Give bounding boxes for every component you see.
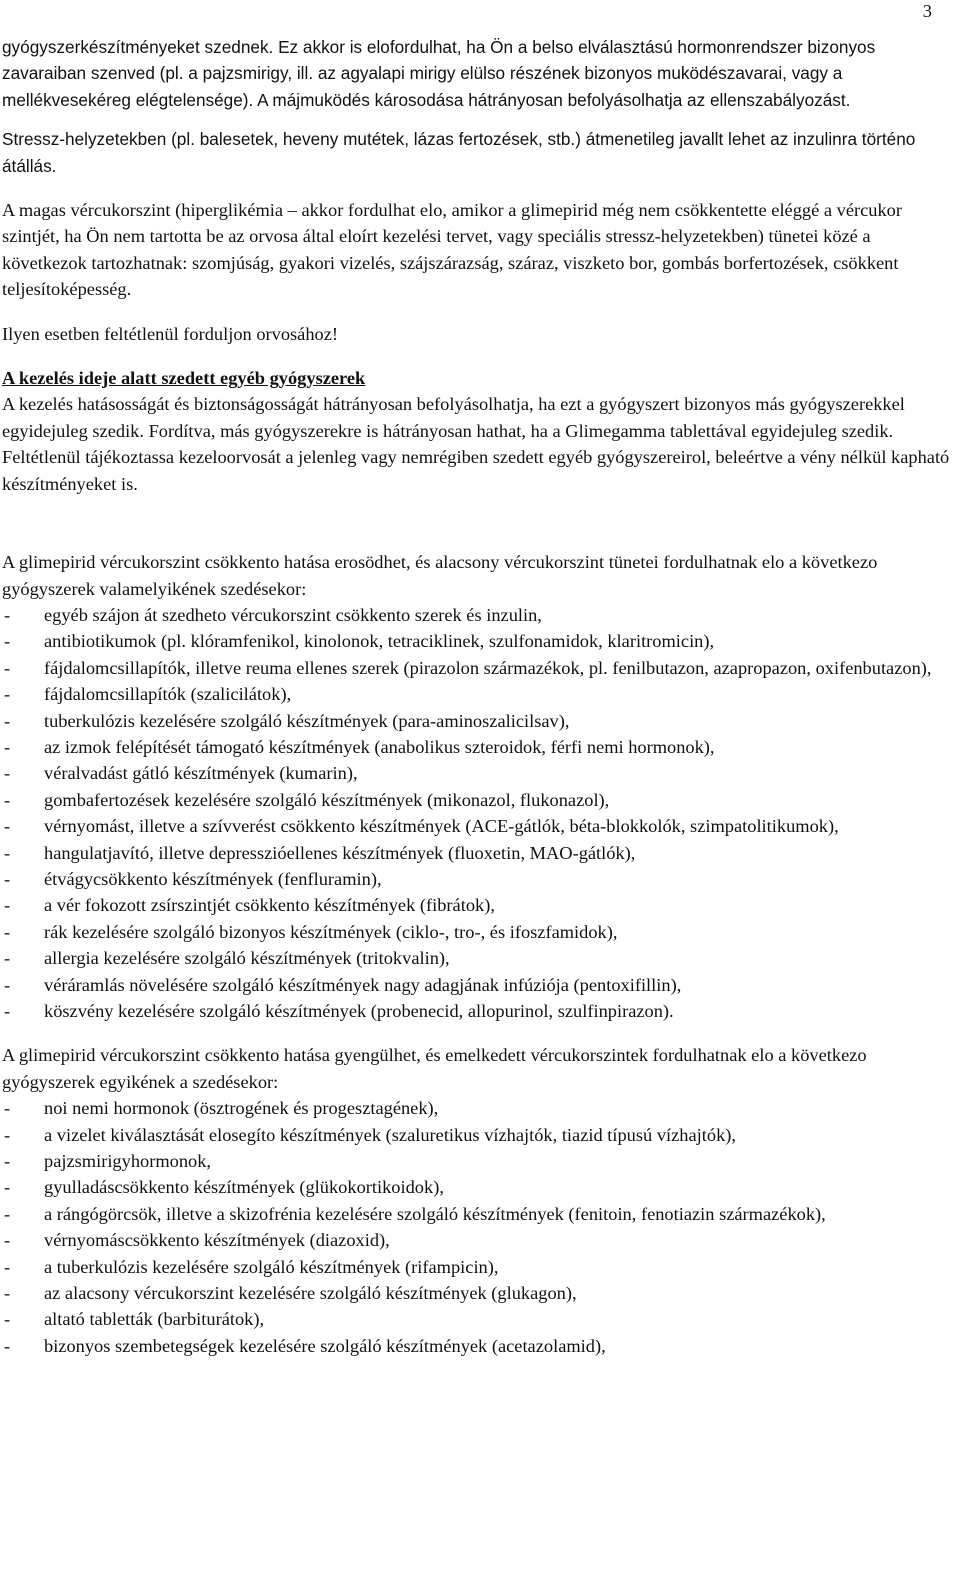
- list-item: - noi nemi hormonok (ösztrogének és progesztagének),: [2, 1095, 952, 1121]
- paragraph-intro: gyógyszerkészítményeket szednek. Ez akkor is elofordulhat, ha Ön a belso elválasztású hormonrendszer bizonyos zavaraiban szenved (pl. a pajzsmirigy, ill. az agyalapi mirigy elülso részének bizonyos muködészavarai, vagy a mellékvesekéreg elégtelensége). A májmuködés károsodása hátrányosan befolyásolhatja az ellenszabályozást.: [2, 37, 876, 110]
- paragraph-hyperglycemia: A magas vércukorszint (hiperglikémia – akkor fordulhat elo, amikor a glimepirid még nem csökkentette eléggé a vércukor szintjét, ha Ön nem tartotta be az orvosa által eloírt kezelési tervet, vagy speciális stressz-helyzetekben) tünetei közé a következok tartozhatnak: szomjúság, gyakori vizelés, szájszárazság, száraz, viszketo bor, gombás borfertozések, csökkent teljesítoképesség.: [2, 200, 902, 300]
- list-item: - a vizelet kiválasztását elosegíto készítmények (szaluretikus vízhajtók, tiazid típusú vízhajtók),: [2, 1122, 952, 1148]
- list-item: - gombafertozések kezelésére szolgáló készítmények (mikonazol, flukonazol),: [2, 787, 952, 813]
- section-heading: A kezelés ideje alatt szedett egyéb gyógyszerek: [2, 368, 366, 389]
- paragraph-stress: Stressz-helyzetekben (pl. balesetek, heveny mutétek, lázas fertozések, stb.) átmenetileg javallt lehet az inzulinra történo átállás.: [2, 129, 916, 176]
- list-item: - köszvény kezelésére szolgáló készítmények (probenecid, allopurinol, szulfinpirazon).: [2, 998, 952, 1024]
- list-item: - rák kezelésére szolgáló bizonyos készítmények (ciklo-, tro-, és ifoszfamidok),: [2, 919, 952, 945]
- paragraph-decrease-intro: A glimepirid vércukorszint csökkento hatása gyengülhet, és emelkedett vércukorszintek fordulhatnak elo a következo gyógyszerek egyikének a szedésekor:: [2, 1045, 867, 1092]
- list-item: - fájdalomcsillapítók (szalicilátok),: [2, 681, 952, 707]
- list-item: - tuberkulózis kezelésére szolgáló készítmények (para-aminoszalicilsav),: [2, 708, 952, 734]
- list-item: - vérnyomáscsökkento készítmények (diazoxid),: [2, 1227, 952, 1253]
- list-item: - fájdalomcsillapítók, illetve reuma ellenes szerek (pirazolon származékok, pl. fenilbutazon, azapropazon, oxifenbutazon),: [2, 655, 952, 681]
- decrease-drug-list: [2, 1095, 952, 1359]
- list-item: - hangulatjavító, illetve depresszióellenes készítmények (fluoxetin, MAO-gátlók),: [2, 840, 952, 866]
- list-item: - antibiotikumok (pl. klóramfenikol, kinolonok, tetraciklinek, szulfonamidok, klaritromicin),: [2, 628, 952, 654]
- list-item: - altató tabletták (barbiturátok),: [2, 1306, 952, 1332]
- list-item: - véráramlás növelésére szolgáló készítmények nagy adagjának infúziója (pentoxifillin),: [2, 972, 952, 998]
- list-item: - a tuberkulózis kezelésére szolgáló készítmények (rifampicin),: [2, 1254, 952, 1280]
- list-item: - egyéb szájon át szedheto vércukorszint csökkento szerek és inzulin,: [2, 602, 952, 628]
- list-item: - étvágycsökkento készítmények (fenfluramin),: [2, 866, 952, 892]
- page-number: 3: [922, 1, 932, 21]
- paragraph-consult-doctor: Ilyen esetben feltétlenül forduljon orvosához!: [2, 323, 339, 344]
- paragraph-interactions: A kezelés hatásosságát és biztonságosságát hátrányosan befolyásolhatja, ha ezt a gyógyszert bizonyos más gyógyszerekkel egyidejuleg szedik. Fordítva, más gyógyszerekre is hátrányosan hathat, ha a Glimegamma tablettával egyidejuleg szedik. Feltétlenül tájékoztassa kezeloorvosát a jelenleg vagy nemrégiben szedett egyéb gyógyszereirol, beleértve a vény nélkül kapható készítményeket is.: [2, 394, 950, 494]
- paragraph-increase-intro: A glimepirid vércukorszint csökkento hatása erosödhet, és alacsony vércukorszint tünetei fordulhatnak elo a következo gyógyszerek valamelyikének szedésekor:: [2, 552, 878, 599]
- list-item: - vérnyomást, illetve a szívverést csökkento készítmények (ACE-gátlók, béta-blokkolók, szimpatolitikumok),: [2, 813, 952, 839]
- list-item: - a rángógörcsök, illetve a skizofrénia kezelésére szolgáló készítmények (fenitoin, fenotiazin származékok),: [2, 1201, 952, 1227]
- list-item: - pajzsmirigyhormonok,: [2, 1148, 952, 1174]
- list-item: - gyulladáscsökkento készítmények (glükokortikoidok),: [2, 1174, 952, 1200]
- list-item: - az izmok felépítését támogató készítmények (anabolikus szteroidok, férfi nemi hormonok),: [2, 734, 952, 760]
- list-item: - az alacsony vércukorszint kezelésére szolgáló készítmények (glukagon),: [2, 1280, 952, 1306]
- list-item: - allergia kezelésére szolgáló készítmények (tritokvalin),: [2, 945, 952, 971]
- list-item: - véralvadást gátló készítmények (kumarin),: [2, 760, 952, 786]
- increase-drug-list: [2, 602, 952, 1025]
- list-item: - bizonyos szembetegségek kezelésére szolgáló készítmények (acetazolamid),: [2, 1333, 952, 1359]
- list-item: - a vér fokozott zsírszintjét csökkento készítmények (fibrátok),: [2, 892, 952, 918]
